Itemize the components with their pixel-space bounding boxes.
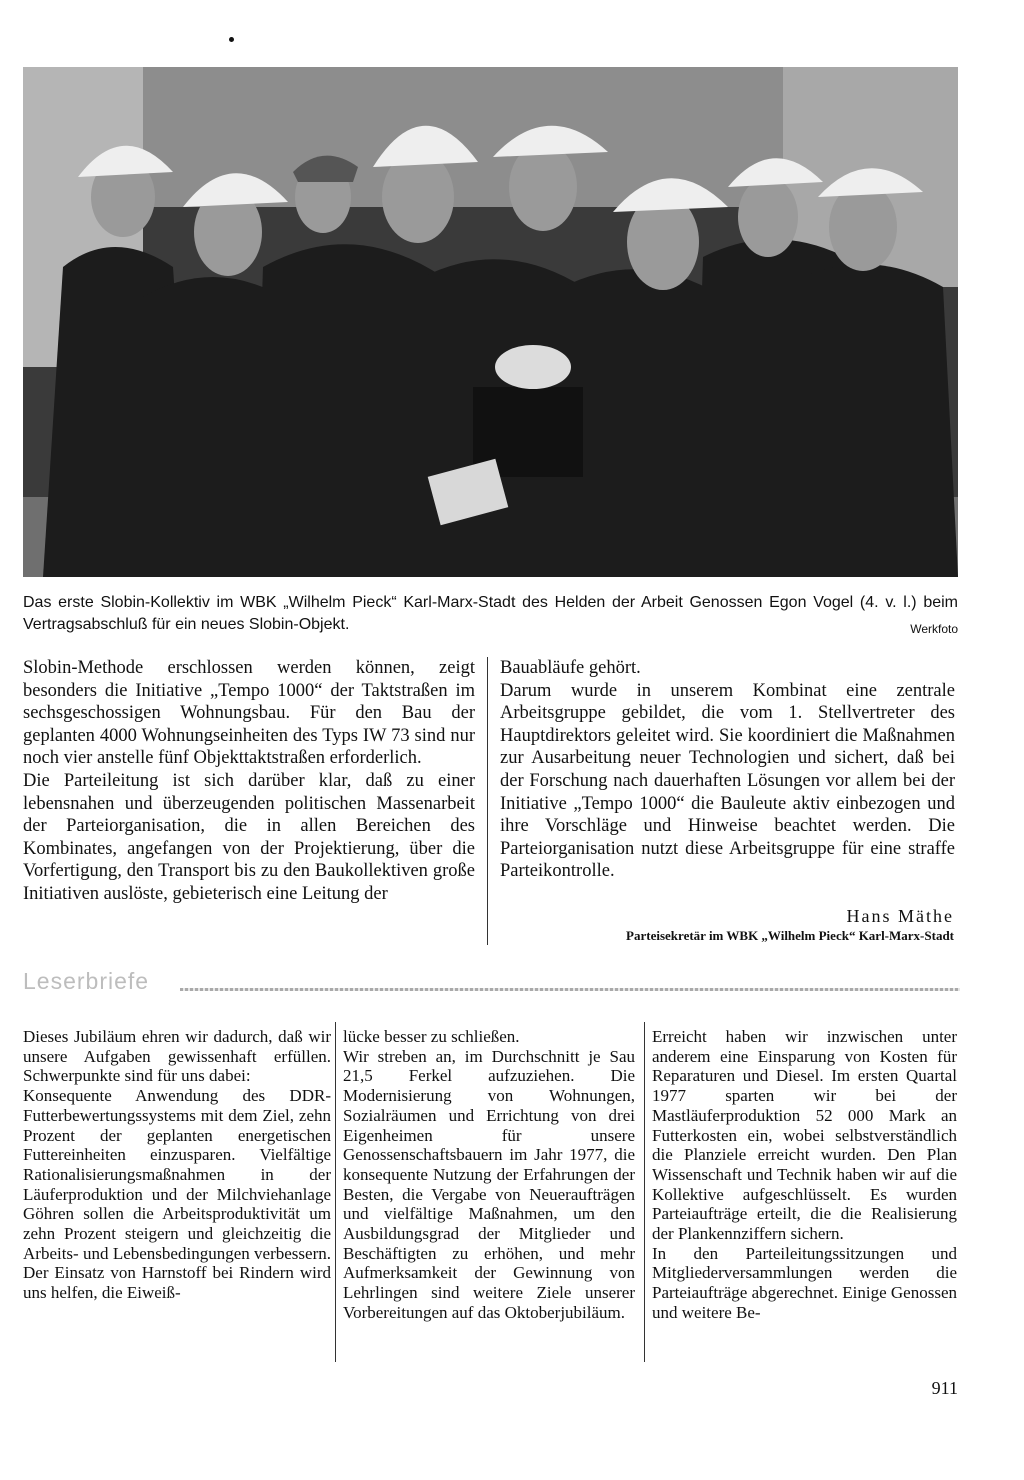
ink-dot xyxy=(229,37,234,42)
letters-column-2 xyxy=(343,1027,635,1323)
article-paragraph: Darum wurde in unserem Kombinat eine zentrale Arbeitsgruppe gebildet, die vom 1. Stellvertreter des Hauptdirektors geleitet wird. Sie koordiniert die Maßnahmen zur Ausarbeitung neuer Technologien und sichert, daß bei der Forschung nach dauerhaften Lösungen vor allem bei der Initiative „Tempo 1000“ die Bauleute aktiv einbezogen und ihre Vorschläge und Hinweise beachtet werden. Die Parteiorganisation nutzt diese Arbeitsgruppe für eine straffe Parteikontrolle. xyxy=(500,680,955,882)
section-heading: Leserbriefe xyxy=(23,968,150,994)
letter-paragraph: lücke besser zu schließen. xyxy=(343,1027,520,1046)
column-divider xyxy=(335,1022,336,1362)
photo-illustration xyxy=(23,67,958,577)
photo-caption: Das erste Slobin-Kollektiv im WBK „Wilhelm Pieck“ Karl-Marx-Stadt des Helden der Arbeit Genossen Egon Vogel (4. v. l.) beim Vertragsabschluß für ein neues Slobin-Objekt. xyxy=(23,594,958,633)
letter-paragraph: In den Parteileitungssitzungen und Mitgliederversammlungen werden die Parteiaufträge abgerechnet. Einige Genossen und weitere Be- xyxy=(652,1243,957,1322)
page-number: 911 xyxy=(931,1378,958,1398)
letter-paragraph: Dieses Jubiläum ehren wir dadurch, daß wir unsere Aufgaben gewissenhaft erfüllen. Schwerpunkte sind für uns dabei: xyxy=(23,1027,331,1086)
group-photo xyxy=(23,67,958,577)
article-paragraph: Die Parteileitung ist sich darüber klar, daß zu einer lebensnahen und überzeugenden politischen Massenarbeit der Parteiorganisation, die in allen Bereichen des Kombinates, angefangen von der Projektierung, über die Vorfertigung, den Transport bis zu den Baukollektiven große Initiativen auslöste, gebieterisch eine Leitung der xyxy=(23,770,475,904)
author-name: Hans Mäthe xyxy=(846,906,954,926)
letters-column-1 xyxy=(23,1027,331,1303)
photo-credit: Werkfoto xyxy=(910,622,958,636)
column-divider xyxy=(644,1022,645,1362)
article-column-1 xyxy=(23,657,475,906)
letter-paragraph: Erreicht haben wir inzwischen unter anderem eine Einsparung von Kosten für Reparaturen und Diesel. Im ersten Quartal 1977 sparten wir bei der Mastläuferproduktion 52 000 Mark an Futterkosten ein, wobei selbstverständlich die Planziele erreicht wurden. Den Plan Wissenschaft und Technik haben wir auf die Kollektive aufgeschlüsselt. Es wurden Parteiaufträge erteilt, die die Realisierung der Plankennziffern sichern. xyxy=(652,1027,957,1244)
letter-paragraph: Konsequente Anwendung des DDR-Futterbewertungssystems mit dem Ziel, zehn Prozent der geplanten energetischen Futtereinheiten einzusparen. Vielfältige Rationalisierungsmaßnahmen in der Läuferproduktion und der Milchviehanlage Göhren sollen die Arbeitsproduktivität um zehn Prozent steigern und gleichzeitig die Arbeits- und Lebensbedingungen verbessern. Der Einsatz von Harnstoff bei Rindern wird uns helfen, die Eiweiß- xyxy=(23,1086,331,1303)
article-paragraph: Bauabläufe gehört. xyxy=(500,658,641,678)
article-column-2 xyxy=(500,657,955,883)
author-role: Parteisekretär im WBK „Wilhelm Pieck“ Karl-Marx-Stadt xyxy=(626,928,954,943)
article-paragraph: Slobin-Methode erschlossen werden können, zeigt besonders die Initiative „Tempo 1000“ der Taktstraßen im sechsgeschossigen Wohnungsbau. Für den Bau der geplanten 4000 Wohnungseinheiten des Typs IW 73 sind nur noch vier anstelle fünf Objekttaktstraßen erforderlich. xyxy=(23,658,475,769)
letters-column-3 xyxy=(652,1027,957,1323)
column-divider xyxy=(487,657,488,945)
letter-paragraph: Wir streben an, im Durchschnitt je Sau 21,5 Ferkel aufzuziehen. Die Modernisierung von Wohnungen, Sozialräumen und Errichtung von drei Eigenheimen für unsere Genossenschaftsbauern im Jahr 1977, die konsequente Nutzung der Erfahrungen der Besten, die Vergabe von Neueraufträgen und vielfältige Maßnahmen, um den Ausbildungsgrad der Mitglieder und Beschäftigten zu erhöhen, und mehr Aufmerksamkeit der Gewinnung von Lehrlingen sind weitere Ziele unserer Vorbereitungen auf das Oktoberjubiläum. xyxy=(343,1046,635,1322)
section-rule xyxy=(180,988,960,991)
